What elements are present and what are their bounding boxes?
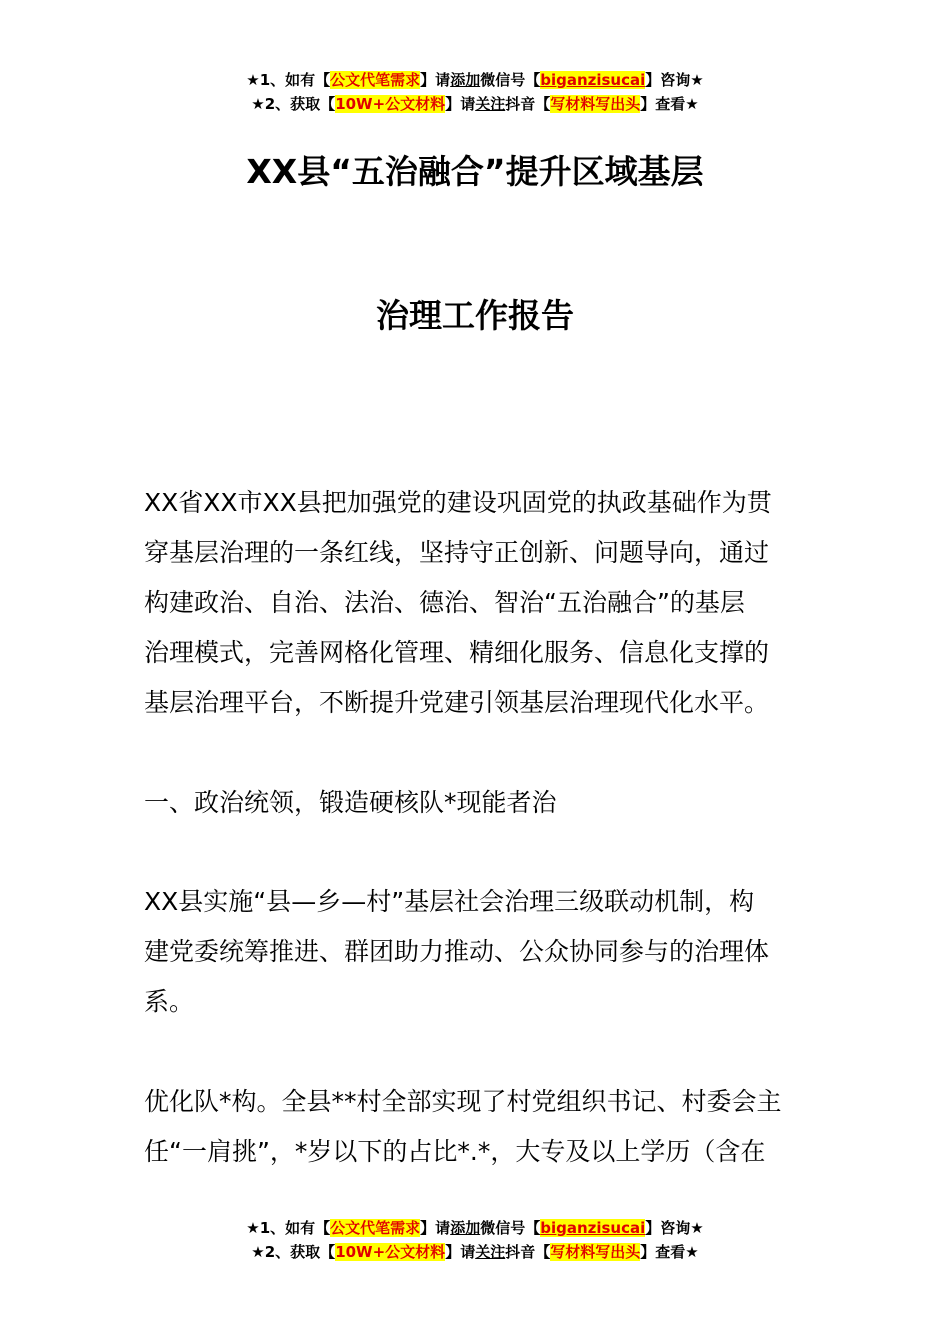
banner-line-1: ★1、如有【公文代笔需求】请添加微信号【biganzisucai】咨询★ bbox=[246, 1219, 704, 1237]
douyin-account: 写材料写出头 bbox=[550, 1243, 641, 1261]
paragraph-line: 构建政治、自治、法治、德治、智治“五治融合”的基层 bbox=[144, 588, 745, 617]
section-paragraph bbox=[144, 1077, 809, 1177]
section-heading: 一、政治统领，锻造硬核队*现能者治 bbox=[144, 788, 557, 817]
banner-highlight: 10W+公文材料 bbox=[335, 1243, 446, 1261]
banner-highlight: 公文代笔需求 bbox=[330, 71, 421, 89]
banner-highlight: 公文代笔需求 bbox=[330, 1219, 421, 1237]
paragraph-line: 治理模式，完善网格化管理、精细化服务、信息化支撑的 bbox=[144, 638, 770, 667]
paragraph-line: 建党委统筹推进、群团助力推动、公众协同参与的治理体 bbox=[144, 937, 770, 966]
douyin-account: 写材料写出头 bbox=[550, 95, 641, 113]
header-banner bbox=[0, 68, 950, 116]
wechat-id: biganzisucai bbox=[540, 71, 646, 89]
banner-line-2: ★2、获取【10W+公文材料】请关注抖音【写材料写出头】查看★ bbox=[251, 1243, 699, 1261]
paragraph-line: 穿基层治理的一条红线，坚持守正创新、问题导向，通过 bbox=[144, 538, 770, 567]
paragraph-line: 优化队*构。全县**村全部实现了村党组织书记、村委会主 bbox=[144, 1087, 782, 1116]
wechat-id: biganzisucai bbox=[540, 1219, 646, 1237]
section-paragraph bbox=[144, 877, 809, 1027]
intro-paragraph bbox=[144, 478, 809, 728]
paragraph-line: XX县实施“县—乡—村”基层社会治理三级联动机制，构 bbox=[144, 887, 755, 916]
document-title-line-1: XX县“五治融合”提升区域基层 bbox=[246, 152, 704, 191]
document-title-line-2: 治理工作报告 bbox=[376, 296, 574, 335]
paragraph-line: XX省XX市XX县把加强党的建设巩固党的执政基础作为贯 bbox=[144, 488, 772, 517]
banner-highlight: 10W+公文材料 bbox=[335, 95, 446, 113]
footer-banner bbox=[0, 1216, 950, 1264]
paragraph-line: 基层治理平台，不断提升党建引领基层治理现代化水平。 bbox=[144, 688, 770, 717]
banner-line-1: ★1、如有【公文代笔需求】请添加微信号【biganzisucai】咨询★ bbox=[246, 71, 704, 89]
paragraph-line: 系。 bbox=[144, 987, 195, 1016]
paragraph-line: 任“一肩挑”，*岁以下的占比*.*，大专及以上学历（含在 bbox=[144, 1137, 766, 1166]
banner-line-2: ★2、获取【10W+公文材料】请关注抖音【写材料写出头】查看★ bbox=[251, 95, 699, 113]
